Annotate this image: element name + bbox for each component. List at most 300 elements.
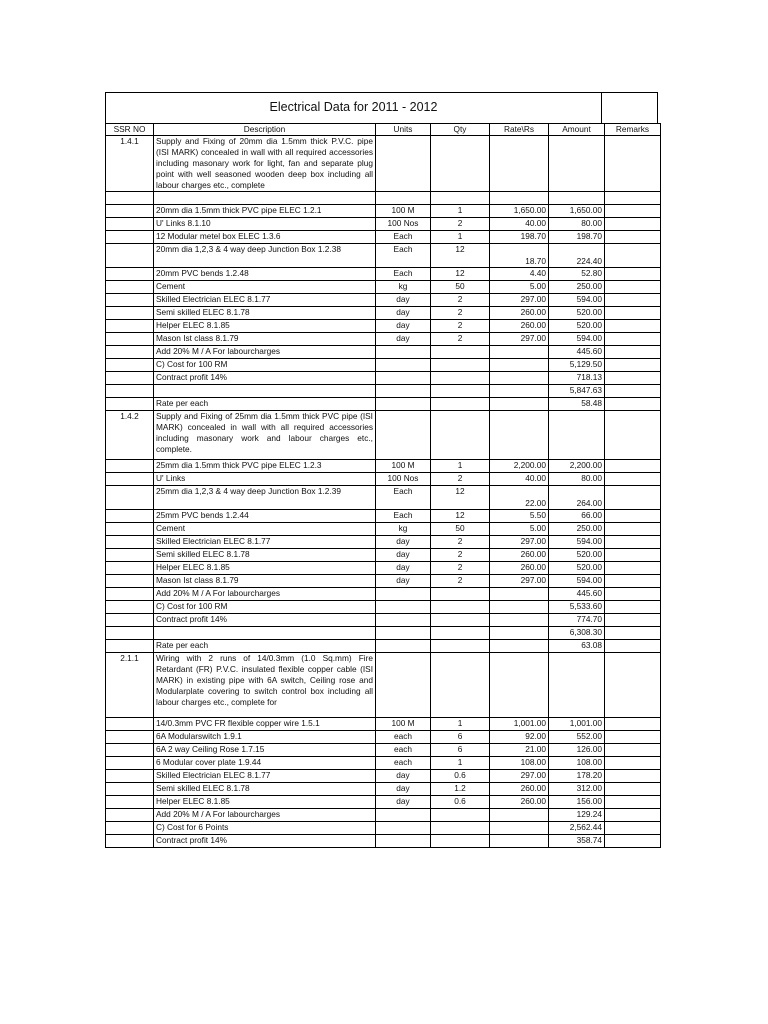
summary-label: Contract profit 14% [154,372,376,385]
empty-cell [106,614,154,627]
empty-cell [605,601,661,614]
item-description: Helper ELEC 8.1.85 [154,320,376,333]
item-qty: 1 [431,757,490,770]
empty-cell [106,510,154,523]
item-remarks [605,718,661,731]
item-rate: 260.00 [490,562,549,575]
empty-cell [106,205,154,218]
item-description: U' Links 8.1.10 [154,218,376,231]
item-remarks [605,307,661,320]
empty-cell [106,601,154,614]
item-qty: 1 [431,460,490,473]
summary-label: Rate per each [154,398,376,411]
summary-label: Add 20% M / A For labourcharges [154,346,376,359]
item-amount: 552.00 [549,731,605,744]
item-amount: 52.80 [549,268,605,281]
empty-cell [106,562,154,575]
empty-cell [605,136,661,192]
item-unit: day [376,783,431,796]
summary-amount: 129.24 [549,809,605,822]
item-description: 12 Modular metel box ELEC 1.3.6 [154,231,376,244]
empty-cell [490,601,549,614]
empty-cell [549,136,605,192]
item-remarks [605,268,661,281]
empty-cell [605,653,661,718]
empty-cell [106,627,154,640]
summary-label: C) Cost for 100 RM [154,601,376,614]
item-rate: 297.00 [490,294,549,307]
item-amount: 80.00 [549,473,605,486]
empty-cell [106,460,154,473]
empty-cell [605,346,661,359]
empty-cell [106,718,154,731]
item-amount: 594.00 [549,575,605,588]
item-description: 20mm PVC bends 1.2.48 [154,268,376,281]
item-remarks [605,218,661,231]
item-rate: 297.00 [490,575,549,588]
empty-cell [106,486,154,510]
table-row [106,510,661,523]
table-row [106,333,661,346]
ssr-number: 1.4.1 [106,136,154,192]
item-rate: 22.00 [490,486,549,510]
empty-cell [376,627,431,640]
item-unit: day [376,575,431,588]
empty-cell [431,192,490,205]
empty-cell [376,136,431,192]
summary-amount: 6,308.30 [549,627,605,640]
item-rate: 92.00 [490,731,549,744]
item-qty: 12 [431,268,490,281]
empty-cell [490,588,549,601]
section-heading-text: Wiring with 2 runs of 14/0.3mm (1.0 Sq.mm) Fire Retardant (FR) P.V.C. insulated flexible copper cable (ISI MARK) in existing pipe with 6A switch, Ceiling rose and Modularplate covering to switch control box including all labour charges etc., complete for [154,653,376,718]
empty-cell [106,523,154,536]
item-rate: 260.00 [490,549,549,562]
empty-cell [431,136,490,192]
table-row [106,244,661,268]
item-rate: 5.00 [490,281,549,294]
item-unit: day [376,770,431,783]
item-unit: day [376,333,431,346]
item-description: 6A 2 way Ceiling Rose 1.7.15 [154,744,376,757]
item-qty: 50 [431,523,490,536]
empty-cell [490,809,549,822]
item-rate: 1,001.00 [490,718,549,731]
item-unit: kg [376,523,431,536]
item-qty: 6 [431,731,490,744]
empty-cell [106,294,154,307]
item-rate: 260.00 [490,307,549,320]
empty-cell [376,809,431,822]
empty-cell [490,640,549,653]
item-unit: Each [376,268,431,281]
item-qty: 50 [431,281,490,294]
item-unit: day [376,796,431,809]
summary-row [106,601,661,614]
item-amount: 126.00 [549,744,605,757]
empty-cell [106,822,154,835]
item-remarks [605,244,661,268]
item-description: Cement [154,281,376,294]
item-description: Helper ELEC 8.1.85 [154,796,376,809]
item-unit: day [376,307,431,320]
item-amount: 520.00 [549,562,605,575]
item-description: 25mm dia 1,2,3 & 4 way deep Junction Box 1.2.39 [154,486,376,510]
table-row [106,205,661,218]
table-row [106,268,661,281]
empty-cell [376,601,431,614]
empty-cell [106,536,154,549]
item-amount: 1,650.00 [549,205,605,218]
empty-cell [549,192,605,205]
item-description: 20mm dia 1.5mm thick PVC pipe ELEC 1.2.1 [154,205,376,218]
item-remarks [605,231,661,244]
item-description: Semi skilled ELEC 8.1.78 [154,783,376,796]
table-row [106,731,661,744]
item-qty: 2 [431,307,490,320]
item-unit: day [376,562,431,575]
empty-cell [431,601,490,614]
table-row [106,218,661,231]
item-remarks [605,562,661,575]
col-header-description: Description [154,124,376,136]
empty-cell [106,575,154,588]
item-remarks [605,757,661,770]
summary-row [106,359,661,372]
empty-cell [106,731,154,744]
empty-cell [106,398,154,411]
summary-amount: 5,129.50 [549,359,605,372]
summary-amount: 774.70 [549,614,605,627]
table-row [106,536,661,549]
empty-cell [376,614,431,627]
item-description: Skilled Electrician ELEC 8.1.77 [154,770,376,783]
summary-row [106,398,661,411]
item-remarks [605,549,661,562]
item-qty: 2 [431,320,490,333]
summary-label: Add 20% M / A For labourcharges [154,809,376,822]
col-header-remarks: Remarks [605,124,661,136]
item-rate: 21.00 [490,744,549,757]
item-rate: 297.00 [490,536,549,549]
empty-cell [605,192,661,205]
item-description: Semi skilled ELEC 8.1.78 [154,307,376,320]
item-amount: 520.00 [549,307,605,320]
empty-cell [431,588,490,601]
item-description: Semi skilled ELEC 8.1.78 [154,549,376,562]
col-header-rate: Rate\Rs [490,124,549,136]
item-qty: 1 [431,205,490,218]
empty-cell [605,627,661,640]
empty-cell [605,835,661,848]
empty-cell [549,653,605,718]
item-amount: 80.00 [549,218,605,231]
summary-amount: 2,562.44 [549,822,605,835]
summary-label: C) Cost for 6 Points [154,822,376,835]
item-remarks [605,523,661,536]
item-remarks [605,320,661,333]
summary-row [106,372,661,385]
item-description: 25mm PVC bends 1.2.44 [154,510,376,523]
section-heading-row [106,411,661,460]
item-unit: day [376,294,431,307]
item-description: Mason Ist class 8.1.79 [154,575,376,588]
item-rate: 1,650.00 [490,205,549,218]
empty-cell [605,640,661,653]
item-rate: 4.40 [490,268,549,281]
item-rate: 260.00 [490,796,549,809]
item-amount: 520.00 [549,549,605,562]
item-remarks [605,486,661,510]
summary-amount: 718.13 [549,372,605,385]
item-rate: 260.00 [490,320,549,333]
empty-cell [106,835,154,848]
empty-cell [431,372,490,385]
summary-label [154,627,376,640]
empty-cell [106,640,154,653]
item-unit: Each [376,486,431,510]
item-remarks [605,294,661,307]
item-rate: 297.00 [490,770,549,783]
empty-cell [490,627,549,640]
table-body [106,136,661,848]
item-description: Cement [154,523,376,536]
table-row [106,473,661,486]
table-row [106,523,661,536]
summary-row [106,385,661,398]
table-row [106,770,661,783]
item-remarks [605,281,661,294]
item-description: Skilled Electrician ELEC 8.1.77 [154,294,376,307]
table-row [106,294,661,307]
table-row [106,549,661,562]
summary-amount: 5,533.60 [549,601,605,614]
table-row [106,575,661,588]
empty-cell [376,398,431,411]
summary-row [106,822,661,835]
empty-cell [106,744,154,757]
item-remarks [605,536,661,549]
empty-cell [490,835,549,848]
item-description: 25mm dia 1.5mm thick PVC pipe ELEC 1.2.3 [154,460,376,473]
item-amount: 520.00 [549,320,605,333]
empty-cell [106,385,154,398]
summary-label: C) Cost for 100 RM [154,359,376,372]
item-amount: 594.00 [549,294,605,307]
empty-cell [106,359,154,372]
empty-cell [376,835,431,848]
empty-cell [490,398,549,411]
item-rate: 108.00 [490,757,549,770]
title-row [105,92,658,123]
item-qty: 1 [431,718,490,731]
item-rate: 198.70 [490,231,549,244]
item-amount: 178.20 [549,770,605,783]
item-amount: 1,001.00 [549,718,605,731]
item-qty: 2 [431,333,490,346]
item-qty: 6 [431,744,490,757]
empty-cell [605,809,661,822]
item-qty: 2 [431,473,490,486]
item-amount: 2,200.00 [549,460,605,473]
item-qty: 1 [431,231,490,244]
item-unit: 100 M [376,718,431,731]
empty-cell [106,346,154,359]
ssr-number: 1.4.2 [106,411,154,460]
empty-cell [106,473,154,486]
item-unit: kg [376,281,431,294]
summary-amount: 445.60 [549,346,605,359]
summary-amount: 58.48 [549,398,605,411]
item-rate: 40.00 [490,218,549,231]
empty-cell [106,244,154,268]
empty-cell [106,268,154,281]
table-row [106,281,661,294]
item-rate: 2,200.00 [490,460,549,473]
item-rate: 5.00 [490,523,549,536]
item-remarks [605,796,661,809]
item-remarks [605,744,661,757]
item-unit: day [376,320,431,333]
empty-cell [431,346,490,359]
item-description: Helper ELEC 8.1.85 [154,562,376,575]
summary-label [154,385,376,398]
summary-label: Contract profit 14% [154,835,376,848]
item-amount: 250.00 [549,281,605,294]
empty-cell [376,653,431,718]
item-description: 20mm dia 1,2,3 & 4 way deep Junction Box 1.2.38 [154,244,376,268]
empty-cell [154,192,376,205]
empty-cell [431,359,490,372]
empty-cell [605,372,661,385]
item-qty: 0.6 [431,770,490,783]
col-header-qty: Qty [431,124,490,136]
item-qty: 1.2 [431,783,490,796]
table-row [106,486,661,510]
empty-cell [106,192,154,205]
table-row [106,562,661,575]
empty-cell [431,385,490,398]
summary-row [106,640,661,653]
empty-cell [376,588,431,601]
empty-cell [490,385,549,398]
empty-cell [490,136,549,192]
sheet-title: Electrical Data for 2011 - 2012 [106,93,602,123]
empty-cell [106,783,154,796]
summary-row [106,835,661,848]
empty-cell [376,372,431,385]
table-row [106,231,661,244]
empty-cell [106,770,154,783]
empty-cell [431,809,490,822]
item-unit: each [376,757,431,770]
item-amount: 108.00 [549,757,605,770]
section-heading-text: Supply and Fixing of 25mm dia 1.5mm thick PVC pipe (ISI MARK) concealed in wall with all required accessories including masonary work and labour charges etc., complete. [154,411,376,460]
section-heading-row [106,653,661,718]
item-description: Skilled Electrician ELEC 8.1.77 [154,536,376,549]
empty-cell [106,333,154,346]
empty-cell [490,192,549,205]
item-amount: 66.00 [549,510,605,523]
empty-cell [605,411,661,460]
item-remarks [605,783,661,796]
table-row [106,320,661,333]
empty-cell [431,398,490,411]
table-row [106,718,661,731]
empty-cell [376,192,431,205]
empty-cell [490,359,549,372]
rate-analysis-sheet [105,92,658,848]
item-remarks [605,333,661,346]
summary-row [106,588,661,601]
summary-label: Rate per each [154,640,376,653]
item-description: Mason Ist class 8.1.79 [154,333,376,346]
empty-cell [431,614,490,627]
col-header-amount: Amount [549,124,605,136]
item-qty: 12 [431,486,490,510]
item-qty: 2 [431,562,490,575]
item-amount: 250.00 [549,523,605,536]
empty-cell [431,653,490,718]
empty-cell [490,822,549,835]
empty-cell [605,359,661,372]
empty-cell [106,549,154,562]
item-remarks [605,473,661,486]
empty-cell [431,627,490,640]
summary-amount: 63.08 [549,640,605,653]
summary-row [106,627,661,640]
section-heading-text: Supply and Fixing of 20mm dia 1.5mm thick P.V.C. pipe (ISI MARK) concealed in wall with all required accessories including masonary work for light, fan and separate plug point with well seasoned wooden deep box including all labour charges etc., complete [154,136,376,192]
empty-cell [106,809,154,822]
summary-row [106,809,661,822]
section-heading-row [106,136,661,192]
summary-label: Add 20% M / A For labourcharges [154,588,376,601]
empty-cell [106,307,154,320]
item-qty: 2 [431,294,490,307]
item-rate: 260.00 [490,783,549,796]
item-rate: 40.00 [490,473,549,486]
empty-cell [376,411,431,460]
item-unit: Each [376,231,431,244]
summary-amount: 358.74 [549,835,605,848]
item-remarks [605,460,661,473]
summary-amount: 445.60 [549,588,605,601]
item-rate: 297.00 [490,333,549,346]
item-remarks [605,205,661,218]
empty-cell [431,835,490,848]
table-row [106,460,661,473]
item-qty: 2 [431,549,490,562]
empty-cell [431,822,490,835]
empty-cell [376,640,431,653]
empty-cell [106,218,154,231]
item-qty: 12 [431,244,490,268]
item-qty: 2 [431,218,490,231]
table-row [106,796,661,809]
empty-cell [605,614,661,627]
spacer-row [106,192,661,205]
item-unit: day [376,536,431,549]
empty-cell [605,822,661,835]
item-qty: 2 [431,536,490,549]
item-remarks [605,770,661,783]
rate-table [105,123,661,848]
empty-cell [549,411,605,460]
item-amount: 198.70 [549,231,605,244]
item-rate: 18.70 [490,244,549,268]
item-amount: 264.00 [549,486,605,510]
table-row [106,307,661,320]
